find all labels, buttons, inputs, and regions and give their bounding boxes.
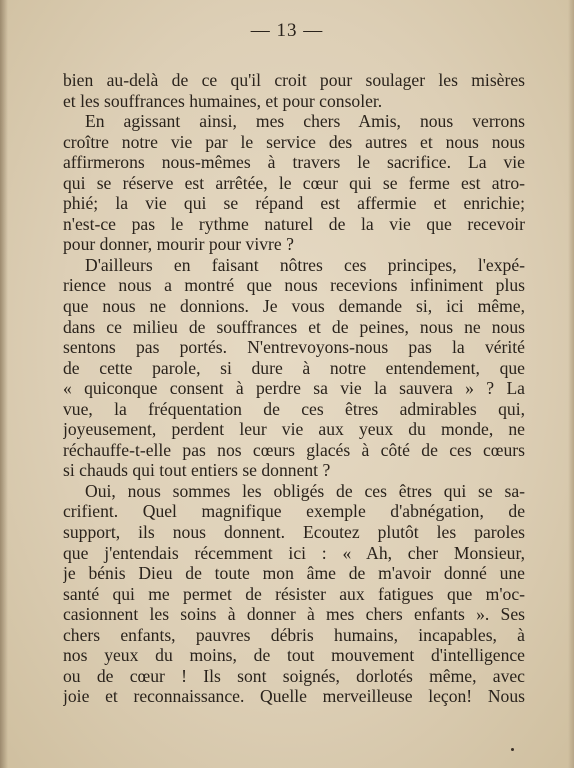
text-line: vue, la fréquentation de ces êtres admirables qui, [63, 398, 525, 419]
text-line: D'ailleurs en faisant nôtres ces principes, l'expé- [85, 254, 525, 275]
text-line: « quiconque consent à perdre sa vie la sauvera » ? La [63, 378, 525, 399]
text-line: dans ce milieu de souffrances et de peines, nous ne nous [63, 316, 525, 337]
text-line: bien au-delà de ce qu'il croit pour soulager les misères [63, 70, 525, 90]
text-line: Oui, nous sommes les obligés de ces êtres qui se sa- [85, 480, 525, 501]
text-line: pour donner, mourir pour vivre ? [63, 234, 294, 255]
text-line: joie et reconnaissance. Quelle merveilleuse leçon! Nous [63, 686, 525, 707]
text-line: nos yeux du moins, de tout mouvement d'intelligence [63, 645, 525, 666]
text-line: phié; la vie qui se répand est affermie et enrichie; [63, 193, 525, 214]
page-edge-shadow [568, 0, 574, 768]
body-text [63, 70, 525, 707]
text-line: En agissant ainsi, mes chers Amis, nous verrons [85, 111, 525, 132]
text-line: support, ils nous donnent. Ecoutez plutôt les paroles [63, 522, 525, 543]
page-edge-shadow [0, 0, 8, 768]
ink-speck [511, 748, 514, 751]
text-line: n'est-ce pas le rythme naturel de la vie que recevoir [63, 213, 525, 234]
text-line: croître notre vie par le service des autres et nous nous [63, 131, 525, 152]
text-line: casionnent les soins à donner à mes chers enfants ». Ses [63, 604, 525, 625]
text-line: ou de cœur ! Ils sont soignés, dorlotés même, avec [63, 665, 525, 686]
text-line: que nous ne donnions. Je vous demande si, ici même, [63, 296, 525, 317]
text-line: je bénis Dieu de toute mon âme de m'avoir donné une [63, 563, 525, 584]
text-line: crifient. Quel magnifique exemple d'abnégation, de [63, 501, 525, 522]
text-line: santé qui me permet de résister aux fatigues que m'oc- [63, 583, 525, 604]
page-number: — 13 — [250, 20, 324, 41]
text-line: réchauffe-t-elle pas nos cœurs glacés à côté de ces cœurs [63, 439, 525, 460]
text-line: de cette parole, si dure à notre entendement, que [63, 357, 525, 378]
text-line: que j'entendais récemment ici : « Ah, cher Monsieur, [63, 542, 525, 563]
text-line: rience nous a montré que nous recevions infiniment plus [63, 275, 525, 296]
text-line: et les souffrances humaines, et pour consoler. [63, 90, 383, 111]
text-line: joyeusement, perdent leur vie aux yeux du monde, ne [63, 419, 525, 440]
text-line: affirmerons nous-mêmes à travers le sacrifice. La vie [63, 152, 525, 173]
text-line: chers enfants, pauvres débris humains, incapables, à [63, 624, 525, 645]
text-line: si chauds qui tout entiers se donnent ? [63, 460, 331, 481]
text-line: qui se réserve est arrêtée, le cœur qui se ferme est atro- [63, 172, 525, 193]
text-line: sentons pas portés. N'entrevoyons-nous pas la vérité [63, 337, 525, 358]
